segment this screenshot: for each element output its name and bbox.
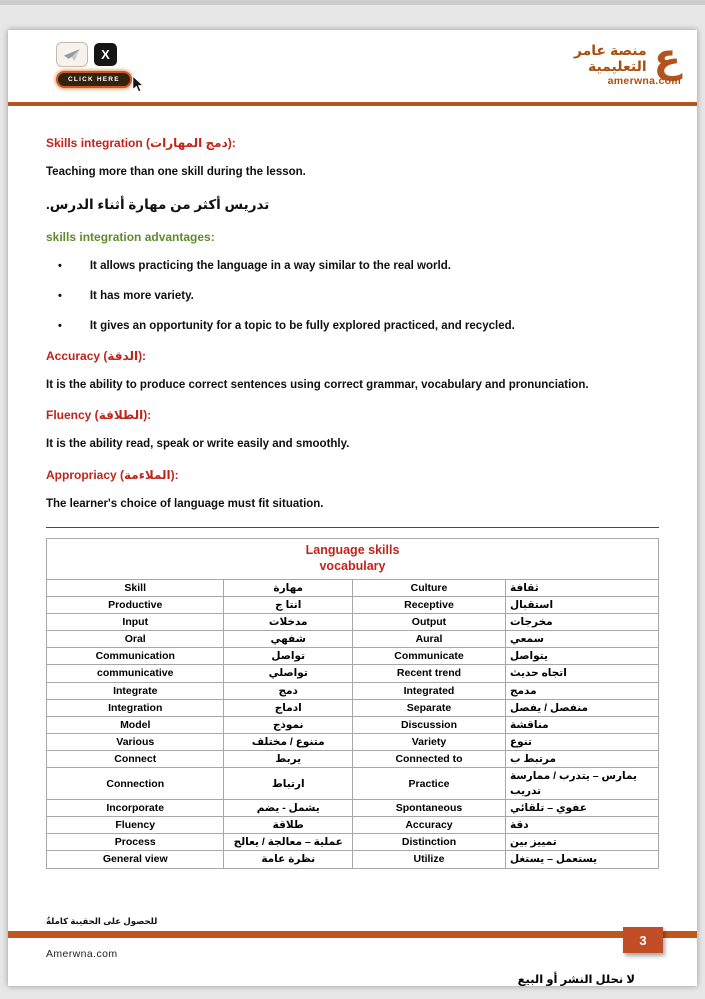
vocab-term-en: Integrate <box>47 682 224 699</box>
vocabulary-table <box>46 538 659 868</box>
vocab-row <box>47 613 659 630</box>
vocab-term-ar: تنوع <box>505 734 658 751</box>
vocab-term-ar: اتجاه حديث <box>505 665 658 682</box>
vocab-term-en: Communication <box>47 648 224 665</box>
advantages-heading: skills integration advantages: <box>46 229 215 244</box>
vocab-row <box>47 596 659 613</box>
vocab-title-row <box>47 539 659 580</box>
footer-rights-text: لا نحلل النشر أو البيع <box>517 974 635 986</box>
vocab-term-en: Integration <box>47 699 224 716</box>
vocab-term-en: Input <box>47 613 224 630</box>
vocab-term-en: Communicate <box>352 648 505 665</box>
vocab-term-ar: يشمل - يضم <box>224 799 353 816</box>
advantage-item: • It has more variety. <box>58 289 194 302</box>
vocab-table-body <box>47 539 659 868</box>
vocab-term-en: Variety <box>352 734 505 751</box>
vocab-term-en: Connection <box>47 768 224 799</box>
document-content <box>8 106 697 869</box>
vocab-term-ar: مناقشة <box>505 716 658 733</box>
vocab-term-ar: عملية – معالجة / يعالج <box>224 834 353 851</box>
brand-website: amerwna.com <box>607 75 681 88</box>
vocab-term-ar: يستعمل – يستغل <box>505 851 658 868</box>
skills-definition-ar: تدريس أكثر من مهارة أثناء الدرس. <box>46 196 270 212</box>
vocab-term-en: Connected to <box>352 751 505 768</box>
advantage-item: • It allows practicing the language in a way similar to the real world. <box>58 259 451 272</box>
telegram-icon[interactable] <box>56 42 88 67</box>
click-here-button[interactable]: CLICK HERE <box>56 71 132 88</box>
vocab-term-ar: تواصلي <box>224 665 353 682</box>
vocab-term-en: Various <box>47 734 224 751</box>
x-twitter-icon[interactable]: X <box>94 43 117 66</box>
table-title-line1: Language skills <box>305 543 400 558</box>
vocab-row <box>47 648 659 665</box>
vocab-term-ar: مدخلات <box>224 613 353 630</box>
vocab-term-ar: مرتبط ب <box>505 751 658 768</box>
vocab-term-en: Practice <box>352 768 505 799</box>
vocab-row <box>47 716 659 733</box>
document-page <box>8 30 697 986</box>
vocab-row <box>47 799 659 816</box>
vocab-term-ar: شفهي <box>224 631 353 648</box>
page-number-badge: 3 <box>623 927 663 953</box>
bullet-icon: • <box>58 289 62 302</box>
window-top-strip <box>0 0 705 5</box>
skills-definition-en: Teaching more than one skill during the lesson. <box>46 166 306 178</box>
vocab-term-en: Accuracy <box>352 817 505 834</box>
vocab-term-ar: يتواصل <box>505 648 658 665</box>
fluency-definition: It is the ability read, speak or write easily and smoothly. <box>46 438 350 451</box>
vocab-term-en: Recent trend <box>352 665 505 682</box>
vocab-term-ar: منفصل / يفصل <box>505 699 658 716</box>
vocab-term-en: Oral <box>47 631 224 648</box>
vocab-term-en: Connect <box>47 751 224 768</box>
brand-logo <box>573 36 681 88</box>
vocab-term-ar: مخرجات <box>505 613 658 630</box>
accuracy-heading: Accuracy (الدقة): <box>46 348 147 363</box>
vocab-term-ar: مدمج <box>505 682 658 699</box>
vocab-term-en: Discussion <box>352 716 505 733</box>
vocab-term-ar: دمج <box>224 682 353 699</box>
appropriacy-heading: Appropriacy (الملاءمة): <box>46 467 179 482</box>
vocab-term-en: Output <box>352 613 505 630</box>
vocab-row <box>47 682 659 699</box>
vocab-term-ar: متنوع / مختلف <box>224 734 353 751</box>
vocab-term-en: communicative <box>47 665 224 682</box>
vocab-term-ar: انتا ج <box>224 596 353 613</box>
vocab-term-ar: ادماج <box>224 699 353 716</box>
vocab-row <box>47 834 659 851</box>
vocab-term-ar: ثقافة <box>505 579 658 596</box>
page-footer <box>8 916 697 986</box>
vocab-term-en: Receptive <box>352 596 505 613</box>
vocab-term-en: Productive <box>47 596 224 613</box>
vocab-row <box>47 579 659 596</box>
vocab-term-ar: عفوي – تلقائي <box>505 799 658 816</box>
vocab-term-ar: استقبال <box>505 596 658 613</box>
table-title-line2: vocabulary <box>319 559 386 574</box>
vocab-term-en: Integrated <box>352 682 505 699</box>
vocab-term-ar: يربط <box>224 751 353 768</box>
bullet-icon: • <box>58 259 62 272</box>
vocab-term-en: Aural <box>352 631 505 648</box>
accuracy-definition: It is the ability to produce correct sentences using correct grammar, vocabulary and pronunciation. <box>46 378 589 391</box>
page-header <box>8 30 697 102</box>
appropriacy-definition: The learner's choice of language must fit situation. <box>46 497 324 510</box>
vocab-row <box>47 851 659 868</box>
vocab-term-ar: طلاقة <box>224 817 353 834</box>
vocab-term-en: Utilize <box>352 851 505 868</box>
section-divider <box>46 527 659 528</box>
vocab-term-en: Model <box>47 716 224 733</box>
vocab-term-ar: سمعي <box>505 631 658 648</box>
brand-glyph-icon: ع <box>653 36 681 81</box>
vocab-term-en: Distinction <box>352 834 505 851</box>
vocab-term-ar: ارتباط <box>224 768 353 799</box>
vocab-row <box>47 734 659 751</box>
footer-accent-bar <box>8 931 697 938</box>
brand-name-line1: منصة عامر <box>573 42 647 58</box>
footer-note: للحصول على الحقيبة كاملةُ <box>46 916 158 926</box>
vocab-term-ar: نموذج <box>224 716 353 733</box>
fluency-heading: Fluency (الطلاقة): <box>46 408 152 423</box>
advantages-list <box>46 259 659 334</box>
vocab-row <box>47 699 659 716</box>
footer-site-name: Amerwna.com <box>46 948 118 960</box>
advantage-item: • It gives an opportunity for a topic to be fully explored practiced, and recycled. <box>58 319 515 332</box>
social-links <box>56 42 132 88</box>
vocab-term-en: Process <box>47 834 224 851</box>
vocab-term-en: Spontaneous <box>352 799 505 816</box>
vocab-term-ar: تواصل <box>224 648 353 665</box>
vocab-term-en: Fluency <box>47 817 224 834</box>
vocab-term-ar: يمارس – يتدرب / ممارسة تدريب <box>505 768 658 799</box>
vocab-term-ar: تمييز بين <box>505 834 658 851</box>
mouse-cursor-icon <box>130 75 144 98</box>
vocab-row <box>47 817 659 834</box>
brand-name-line2: التعليمية <box>587 58 647 75</box>
vocab-term-ar: نظرة عامة <box>224 851 353 868</box>
bullet-icon: • <box>58 319 62 332</box>
vocab-term-en: General view <box>47 851 224 868</box>
skills-integration-heading: Skills integration (دمج المهارات): <box>46 136 236 150</box>
vocab-row <box>47 631 659 648</box>
vocab-term-en: Culture <box>352 579 505 596</box>
vocab-term-en: Separate <box>352 699 505 716</box>
vocab-row <box>47 751 659 768</box>
vocab-row <box>47 768 659 799</box>
vocab-term-en: Incorporate <box>47 799 224 816</box>
vocab-row <box>47 665 659 682</box>
vocab-term-ar: دقة <box>505 817 658 834</box>
vocab-term-ar: مهارة <box>224 579 353 596</box>
vocab-term-en: Skill <box>47 579 224 596</box>
